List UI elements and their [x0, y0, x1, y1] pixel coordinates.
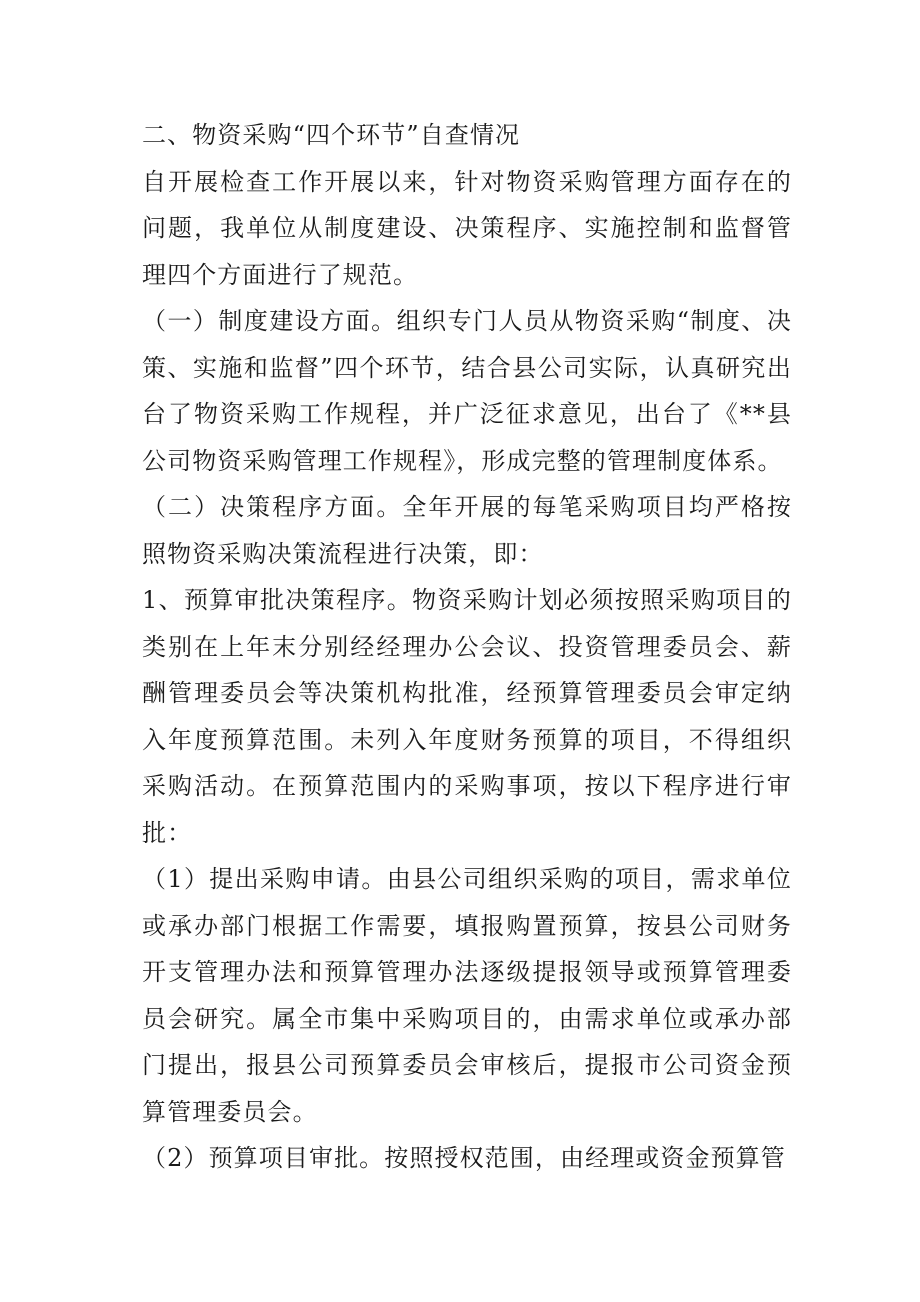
paragraph-system-building: （一）制度建设方面。组织专门人员从物资采购“制度、决策、实施和监督”四个环节，结合县公司实际，认真研究出台了物资采购工作规程，并广泛征求意见，出台了《**县公司物资采购管理工作规程》，形成完整的管理制度体系。 [142, 307, 792, 475]
paragraph-budget-item-approval: （2）预算项目审批。按照授权范围，由经理或资金预算管 [142, 1144, 786, 1172]
document-body [142, 112, 792, 1182]
section-heading: 二、物资采购“四个环节”自查情况 [142, 121, 521, 149]
paragraph-budget-approval: 1、预算审批决策程序。物资采购计划必须按照采购项目的类别在上年末分别经经理办公会议、投资管理委员会、薪酬管理委员会等决策机构批准，经预算管理委员会审定纳入年度预算范围。未列入年度财务预算的项目，不得组织采购活动。在预算范围内的采购事项，按以下程序进行审批： [142, 586, 792, 847]
paragraph-decision-procedure: （二）决策程序方面。全年开展的每笔采购项目均严格按照物资采购决策流程进行决策，即： [142, 493, 792, 568]
intro-paragraph: 自开展检查工作开展以来，针对物资采购管理方面存在的问题，我单位从制度建设、决策程序、实施控制和监督管理四个方面进行了规范。 [142, 167, 792, 289]
paragraph-purchase-request: （1）提出采购申请。由县公司组织采购的项目，需求单位或承办部门根据工作需要，填报购置预算，按县公司财务开支管理办法和预算管理办法逐级提报领导或预算管理委员会研究。属全市集中采购项目的，由需求单位或承办部门提出，报县公司预算委员会审核后，提报市公司资金预算管理委员会。 [142, 865, 792, 1126]
